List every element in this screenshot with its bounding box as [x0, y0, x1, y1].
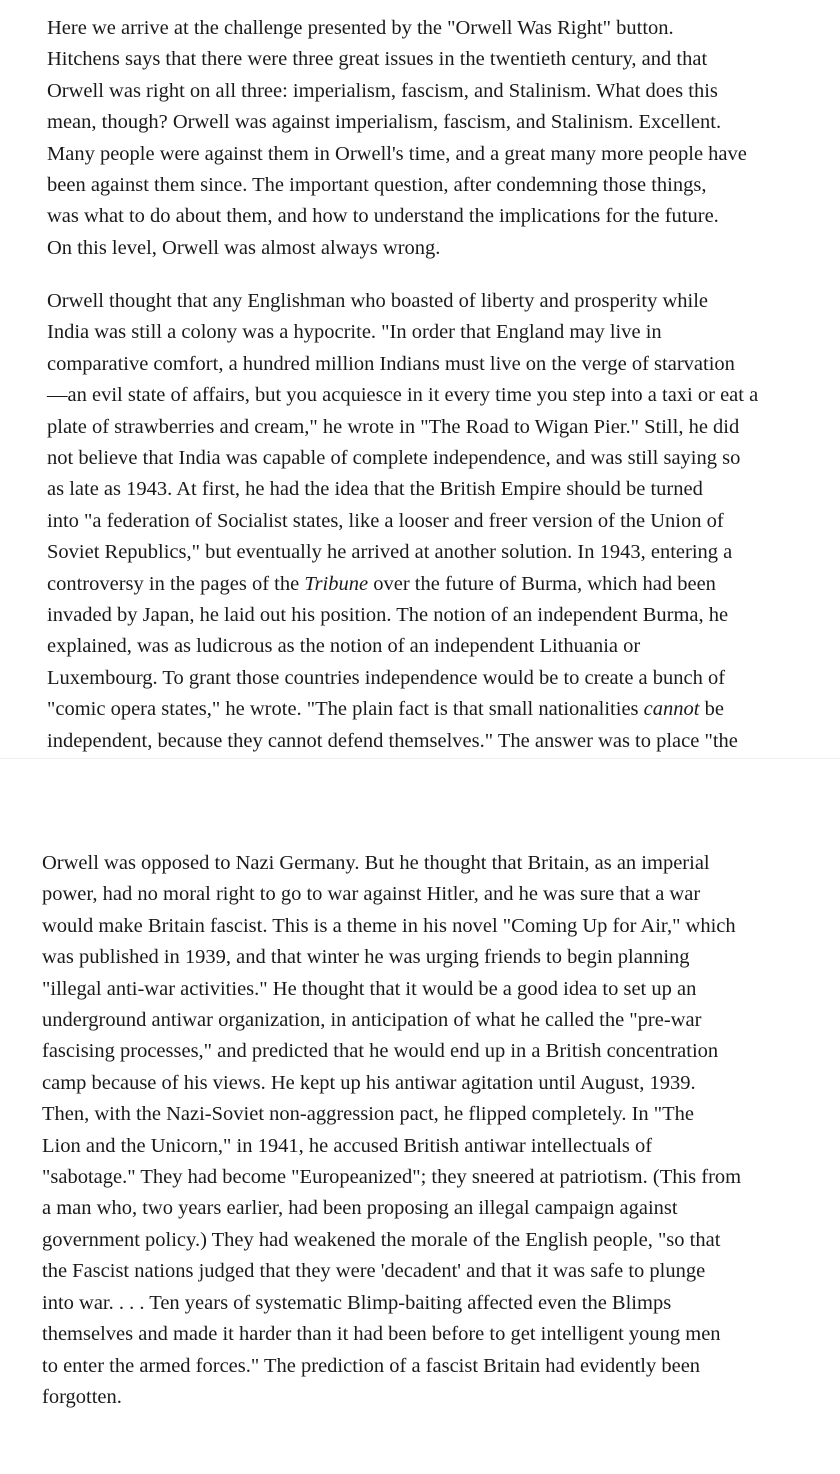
- text-line: mean, though? Orwell was against imperialism, fascism, and Stalinism. Excellent.: [47, 111, 722, 134]
- text-line: Many people were against them in Orwell's time, and a great many more people have: [47, 142, 747, 165]
- text-line: power, had no moral right to go to war against Hitler, and he was sure that a war: [42, 883, 701, 906]
- text-line: underground antiwar organization, in anticipation of what he called the "pre-war: [42, 1009, 702, 1032]
- text-line: Soviet Republics," but eventually he arrived at another solution. In 1943, entering a: [47, 541, 733, 564]
- text-line: as late as 1943. At first, he had the idea that the British Empire should be turned: [47, 478, 703, 501]
- emphasis-cannot: cannot: [643, 698, 700, 721]
- text-line: themselves and made it harder than it had been before to get intelligent young men: [42, 1323, 721, 1346]
- text-line: Here we arrive at the challenge presented by the "Orwell Was Right" button.: [47, 17, 674, 39]
- text-fragment: be: [699, 698, 724, 721]
- text-line: Luxembourg. To grant those countries independence would be to create a bunch of: [47, 666, 726, 689]
- text-line: government policy.) They had weakened the morale of the English people, "so that: [42, 1228, 721, 1251]
- text-line: Orwell was right on all three: imperialism, fascism, and Stalinism. What does this: [47, 79, 718, 102]
- text-fragment: "comic opera states," he wrote. "The plain fact is that small nationalities: [47, 698, 644, 721]
- text-line: into war. . . . Ten years of systematic Blimp-baiting affected even the Blimps: [42, 1291, 672, 1314]
- article-paragraph-nazi-germany: [0, 848, 741, 1413]
- text-line: Then, with the Nazi-Soviet non-aggression pact, he flipped completely. In "The: [42, 1103, 695, 1126]
- text-line: fascising processes," and predicted that he would end up in a British concentration: [42, 1040, 719, 1063]
- text-line: would make Britain fascist. This is a theme in his novel "Coming Up for Air," which: [42, 914, 736, 937]
- article-paragraph-imperialism-intro: [0, 13, 747, 264]
- text-line: invaded by Japan, he laid out his position. The notion of an independent Burma, he: [47, 604, 729, 627]
- text-line: to enter the armed forces." The prediction of a fascist Britain had evidently been: [42, 1354, 701, 1377]
- text-line: Orwell thought that any Englishman who boasted of liberty and prosperity while: [47, 290, 708, 312]
- text-line: comparative comfort, a hundred million Indians must live on the verge of starvation: [47, 352, 735, 375]
- text-line: India was still a colony was a hypocrite. "In order that England may live in: [47, 321, 662, 344]
- text-line: not believe that India was capable of complete independence, and was still saying so: [47, 447, 741, 470]
- text-line: [47, 694, 758, 725]
- text-line: explained, was as ludicrous as the notion of an independent Lithuania or: [47, 635, 641, 658]
- article-paragraph-india: [0, 286, 758, 757]
- text-line: forgotten.: [42, 1385, 122, 1408]
- article-section-bottom: [0, 848, 840, 1474]
- text-line: the Fascist nations judged that they were 'decadent' and that it was safe to plunge: [42, 1260, 706, 1283]
- text-line: camp because of his views. He kept up his antiwar agitation until August, 1939.: [42, 1071, 696, 1094]
- text-line: a man who, two years earlier, had been proposing an illegal campaign against: [42, 1197, 678, 1220]
- text-line: Lion and the Unicorn," in 1941, he accused British antiwar intellectuals of: [42, 1134, 653, 1157]
- text-line: Hitchens says that there were three great issues in the twentieth century, and that: [47, 48, 708, 71]
- text-fragment: controversy in the pages of the: [47, 572, 305, 595]
- text-line: Orwell was opposed to Nazi Germany. But he thought that Britain, as an imperial: [42, 852, 710, 874]
- text-line: into "a federation of Socialist states, like a looser and freer version of the Union of: [47, 509, 724, 532]
- text-line: was published in 1939, and that winter he was urging friends to begin planning: [42, 946, 690, 969]
- text-line: independent, because they cannot defend themselves." The answer was to place "the: [47, 729, 738, 752]
- text-fragment: over the future of Burma, which had been: [368, 572, 716, 595]
- text-line: On this level, Orwell was almost always wrong.: [47, 236, 441, 259]
- text-line: "illegal anti-war activities." He thought that it would be a good idea to set up an: [42, 977, 697, 1000]
- text-line: plate of strawberries and cream," he wrote in "The Road to Wigan Pier." Still, he did: [47, 415, 740, 438]
- publication-title-tribune: Tribune: [304, 572, 369, 595]
- text-line: "sabotage." They had become "Europeanized"; they sneered at patriotism. (This from: [42, 1166, 742, 1189]
- text-line: was what to do about them, and how to understand the implications for the future.: [47, 205, 719, 228]
- text-line: —an evil state of affairs, but you acquiesce in it every time you step into a taxi or eat a: [47, 384, 759, 407]
- text-line: [47, 569, 758, 600]
- text-line: been against them since. The important question, after condemning those things,: [47, 174, 707, 197]
